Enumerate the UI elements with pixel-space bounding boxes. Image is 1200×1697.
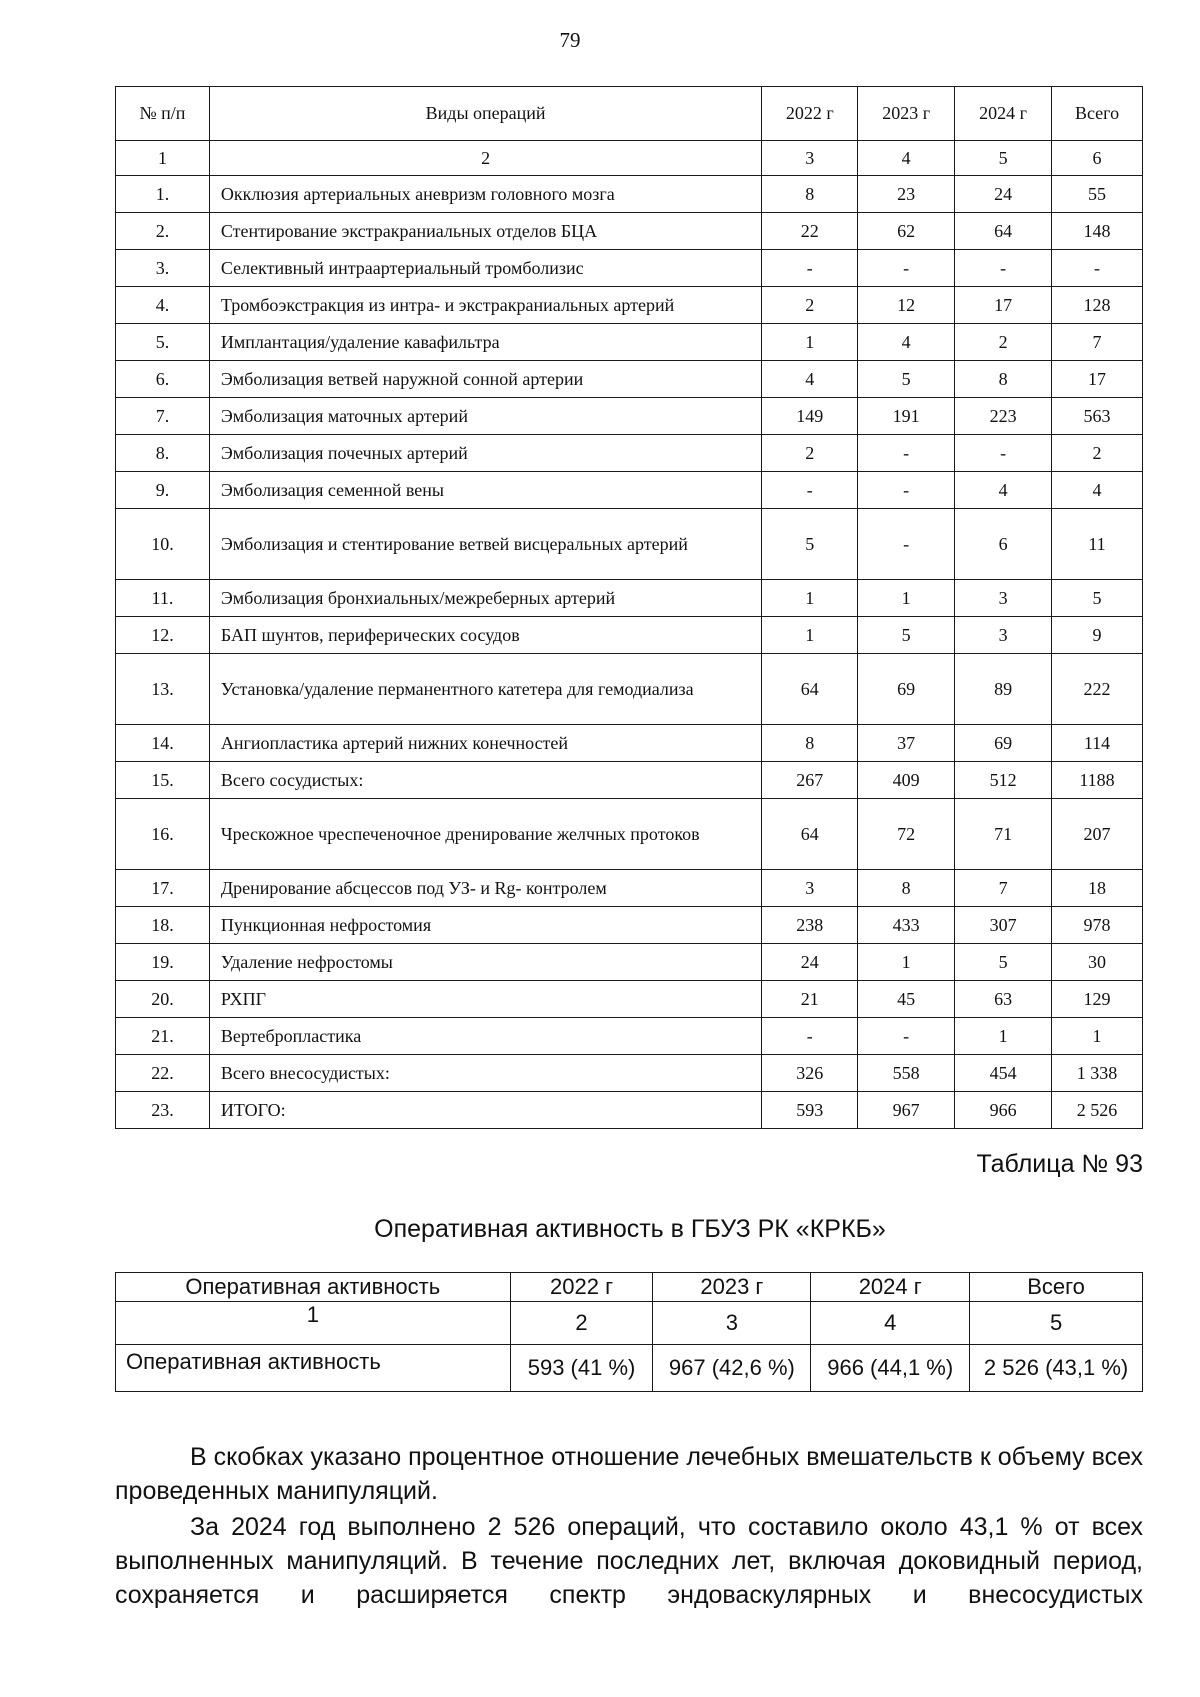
value-total: 30 xyxy=(1052,944,1143,981)
column-number: 1 xyxy=(116,1302,511,1345)
value-2023: 23 xyxy=(858,176,955,213)
value-2022: 5 xyxy=(762,509,858,580)
value-total: 2 xyxy=(1052,435,1143,472)
table-row xyxy=(116,654,1143,725)
value-2024: 17 xyxy=(955,287,1052,324)
paragraph-note: В скобках указано процентное отношение лечебных вмешательств к объему всех проведенных манипуляций. xyxy=(115,1443,1143,1505)
row-number: 12. xyxy=(116,617,210,654)
activity-header-2023: 2023 г xyxy=(653,1273,811,1302)
value-total: 4 xyxy=(1052,472,1143,509)
header-total: Всего xyxy=(1052,87,1143,141)
page-number: 79 xyxy=(559,28,581,52)
value-2023: - xyxy=(858,1018,955,1055)
column-number: 3 xyxy=(653,1302,811,1345)
activity-header-2024: 2024 г xyxy=(811,1273,970,1302)
value-2022: - xyxy=(762,250,858,287)
table-title: Оперативная активность в ГБУЗ РК «КРКБ» xyxy=(374,1215,886,1243)
operation-name: Всего внесосудистых: xyxy=(209,1055,761,1092)
row-number: 1. xyxy=(116,176,210,213)
value-2024: - xyxy=(955,250,1052,287)
value-2023: 1 xyxy=(858,580,955,617)
value-total: 5 xyxy=(1052,580,1143,617)
value-2022: 2 xyxy=(762,435,858,472)
value-2022: 4 xyxy=(762,361,858,398)
value-2022: - xyxy=(762,1018,858,1055)
column-number: 6 xyxy=(1052,141,1143,176)
paragraph-summary: За 2024 год выполнено 2 526 операций, что составило около 43,1 % от всех выполненных манипуляций. В течение последних лет, включая доковидный период, сохраняется и расширяется спектр эндоваскулярных и внесосудистых xyxy=(115,1513,1143,1609)
value-total: 17 xyxy=(1052,361,1143,398)
operation-name: Эмболизация семенной вены xyxy=(209,472,761,509)
value-2023: 409 xyxy=(858,762,955,799)
value-2024: 223 xyxy=(955,398,1052,435)
value-total: - xyxy=(1052,250,1143,287)
value-2022: - xyxy=(762,472,858,509)
value-2024: 307 xyxy=(955,907,1052,944)
table-row xyxy=(116,944,1143,981)
table-row xyxy=(116,435,1143,472)
value-2023: - xyxy=(858,435,955,472)
value-2022: 1 xyxy=(762,324,858,361)
activity-value-row xyxy=(116,1345,1143,1392)
header-number: № п/п xyxy=(116,87,210,141)
column-number: 1 xyxy=(116,141,210,176)
table-row xyxy=(116,799,1143,870)
value-2023: 62 xyxy=(858,213,955,250)
value-2024: 3 xyxy=(955,617,1052,654)
row-number: 4. xyxy=(116,287,210,324)
value-total: 1188 xyxy=(1052,762,1143,799)
column-number: 4 xyxy=(811,1302,970,1345)
value-2024: 7 xyxy=(955,870,1052,907)
value-total: 222 xyxy=(1052,654,1143,725)
value-2022: 24 xyxy=(762,944,858,981)
value-total: 7 xyxy=(1052,324,1143,361)
operation-name: Дренирование абсцессов под УЗ- и Rg- контролем xyxy=(209,870,761,907)
value-2024: 4 xyxy=(955,472,1052,509)
value-2024: 5 xyxy=(955,944,1052,981)
value-2023: 967 xyxy=(858,1092,955,1129)
table-row xyxy=(116,287,1143,324)
operations-header-row xyxy=(116,87,1143,141)
column-number-row xyxy=(116,141,1143,176)
table-row xyxy=(116,981,1143,1018)
table-row xyxy=(116,1092,1143,1129)
row-number: 9. xyxy=(116,472,210,509)
value-2022: 64 xyxy=(762,654,858,725)
operation-name: Вертебропластика xyxy=(209,1018,761,1055)
value-2023: 12 xyxy=(858,287,955,324)
row-number: 11. xyxy=(116,580,210,617)
value-2023: 191 xyxy=(858,398,955,435)
table-caption: Таблица № 93 xyxy=(976,1150,1143,1178)
row-number: 18. xyxy=(116,907,210,944)
activity-value-2024: 966 (44,1 %) xyxy=(811,1345,970,1392)
activity-value-total: 2 526 (43,1 %) xyxy=(970,1345,1143,1392)
column-number: 5 xyxy=(955,141,1052,176)
value-2024: 454 xyxy=(955,1055,1052,1092)
table-row xyxy=(116,176,1143,213)
operation-name: ИТОГО: xyxy=(209,1092,761,1129)
column-number: 2 xyxy=(209,141,761,176)
table-row xyxy=(116,1055,1143,1092)
value-2024: 2 xyxy=(955,324,1052,361)
value-total: 55 xyxy=(1052,176,1143,213)
value-2024: 64 xyxy=(955,213,1052,250)
value-2022: 1 xyxy=(762,617,858,654)
row-number: 19. xyxy=(116,944,210,981)
value-2024: 1 xyxy=(955,1018,1052,1055)
row-number: 8. xyxy=(116,435,210,472)
table-row xyxy=(116,509,1143,580)
value-2023: - xyxy=(858,472,955,509)
value-2023: 69 xyxy=(858,654,955,725)
activity-row-label: Оперативная активность xyxy=(116,1345,511,1392)
value-total: 207 xyxy=(1052,799,1143,870)
value-total: 129 xyxy=(1052,981,1143,1018)
value-2024: - xyxy=(955,435,1052,472)
value-2023: - xyxy=(858,509,955,580)
value-2023: 558 xyxy=(858,1055,955,1092)
activity-header-2022: 2022 г xyxy=(510,1273,653,1302)
activity-column-number-row xyxy=(116,1302,1143,1345)
column-number: 5 xyxy=(970,1302,1143,1345)
value-2023: 37 xyxy=(858,725,955,762)
value-total: 114 xyxy=(1052,725,1143,762)
activity-header-row xyxy=(116,1273,1143,1302)
value-2023: 45 xyxy=(858,981,955,1018)
value-2023: 72 xyxy=(858,799,955,870)
value-2024: 63 xyxy=(955,981,1052,1018)
value-2022: 1 xyxy=(762,580,858,617)
operation-name: Чрескожное чреспеченочное дренирование желчных протоков xyxy=(209,799,761,870)
value-2024: 3 xyxy=(955,580,1052,617)
value-2023: - xyxy=(858,250,955,287)
operation-name: Тромбоэкстракция из интра- и экстракраниальных артерий xyxy=(209,287,761,324)
table-row xyxy=(116,213,1143,250)
operations-table xyxy=(115,86,1143,1129)
row-number: 3. xyxy=(116,250,210,287)
activity-header-total: Всего xyxy=(970,1273,1143,1302)
activity-value-2022: 593 (41 %) xyxy=(510,1345,653,1392)
value-2024: 6 xyxy=(955,509,1052,580)
value-2022: 3 xyxy=(762,870,858,907)
operation-name: Удаление нефростомы xyxy=(209,944,761,981)
value-total: 1 xyxy=(1052,1018,1143,1055)
row-number: 20. xyxy=(116,981,210,1018)
value-2022: 21 xyxy=(762,981,858,1018)
operation-name: РХПГ xyxy=(209,981,761,1018)
value-2024: 966 xyxy=(955,1092,1052,1129)
operation-name: Стентирование экстракраниальных отделов БЦА xyxy=(209,213,761,250)
row-number: 13. xyxy=(116,654,210,725)
value-2022: 593 xyxy=(762,1092,858,1129)
operation-name: Селективный интраартериальный тромболизис xyxy=(209,250,761,287)
value-2023: 8 xyxy=(858,870,955,907)
value-2023: 5 xyxy=(858,617,955,654)
value-2022: 149 xyxy=(762,398,858,435)
row-number: 21. xyxy=(116,1018,210,1055)
value-total: 563 xyxy=(1052,398,1143,435)
operation-name: Установка/удаление перманентного катетера для гемодиализа xyxy=(209,654,761,725)
operation-name: Эмболизация бронхиальных/межреберных артерий xyxy=(209,580,761,617)
row-number: 10. xyxy=(116,509,210,580)
value-2022: 2 xyxy=(762,287,858,324)
header-2022: 2022 г xyxy=(762,87,858,141)
row-number: 23. xyxy=(116,1092,210,1129)
table-row xyxy=(116,250,1143,287)
value-2022: 238 xyxy=(762,907,858,944)
header-2024: 2024 г xyxy=(955,87,1052,141)
table-row xyxy=(116,398,1143,435)
value-2024: 71 xyxy=(955,799,1052,870)
row-number: 7. xyxy=(116,398,210,435)
operation-name: Эмболизация ветвей наружной сонной артерии xyxy=(209,361,761,398)
value-2023: 4 xyxy=(858,324,955,361)
value-total: 1 338 xyxy=(1052,1055,1143,1092)
operation-name: Всего сосудистых: xyxy=(209,762,761,799)
value-total: 2 526 xyxy=(1052,1092,1143,1129)
operation-name: Пункционная нефростомия xyxy=(209,907,761,944)
value-2024: 512 xyxy=(955,762,1052,799)
value-2022: 8 xyxy=(762,176,858,213)
row-number: 2. xyxy=(116,213,210,250)
table-row xyxy=(116,361,1143,398)
row-number: 16. xyxy=(116,799,210,870)
row-number: 22. xyxy=(116,1055,210,1092)
operation-name: Эмболизация маточных артерий xyxy=(209,398,761,435)
value-2024: 24 xyxy=(955,176,1052,213)
row-number: 5. xyxy=(116,324,210,361)
value-total: 11 xyxy=(1052,509,1143,580)
operation-name: Эмболизация почечных артерий xyxy=(209,435,761,472)
table-row xyxy=(116,580,1143,617)
table-row xyxy=(116,472,1143,509)
row-number: 15. xyxy=(116,762,210,799)
value-2022: 64 xyxy=(762,799,858,870)
column-number: 2 xyxy=(510,1302,653,1345)
activity-value-2023: 967 (42,6 %) xyxy=(653,1345,811,1392)
operation-name: БАП шунтов, периферических сосудов xyxy=(209,617,761,654)
value-2024: 89 xyxy=(955,654,1052,725)
operation-name: Окклюзия артериальных аневризм головного мозга xyxy=(209,176,761,213)
table-row xyxy=(116,617,1143,654)
value-2022: 8 xyxy=(762,725,858,762)
operation-name: Имплантация/удаление кавафильтра xyxy=(209,324,761,361)
value-2022: 22 xyxy=(762,213,858,250)
operations-table-body xyxy=(116,176,1143,1129)
value-total: 18 xyxy=(1052,870,1143,907)
operation-name: Ангиопластика артерий нижних конечностей xyxy=(209,725,761,762)
row-number: 6. xyxy=(116,361,210,398)
value-total: 9 xyxy=(1052,617,1143,654)
value-2023: 5 xyxy=(858,361,955,398)
activity-header: Оперативная активность xyxy=(116,1273,511,1302)
column-number: 3 xyxy=(762,141,858,176)
table-row xyxy=(116,907,1143,944)
value-2024: 8 xyxy=(955,361,1052,398)
value-total: 978 xyxy=(1052,907,1143,944)
value-2023: 1 xyxy=(858,944,955,981)
value-2024: 69 xyxy=(955,725,1052,762)
column-number: 4 xyxy=(858,141,955,176)
header-operation-type: Виды операций xyxy=(209,87,761,141)
activity-table xyxy=(115,1272,1143,1392)
value-total: 148 xyxy=(1052,213,1143,250)
table-row xyxy=(116,725,1143,762)
table-row xyxy=(116,1018,1143,1055)
operation-name: Эмболизация и стентирование ветвей висцеральных артерий xyxy=(209,509,761,580)
value-2022: 326 xyxy=(762,1055,858,1092)
value-2023: 433 xyxy=(858,907,955,944)
table-row xyxy=(116,762,1143,799)
table-row xyxy=(116,870,1143,907)
value-2022: 267 xyxy=(762,762,858,799)
header-2023: 2023 г xyxy=(858,87,955,141)
row-number: 17. xyxy=(116,870,210,907)
value-total: 128 xyxy=(1052,287,1143,324)
table-row xyxy=(116,324,1143,361)
row-number: 14. xyxy=(116,725,210,762)
